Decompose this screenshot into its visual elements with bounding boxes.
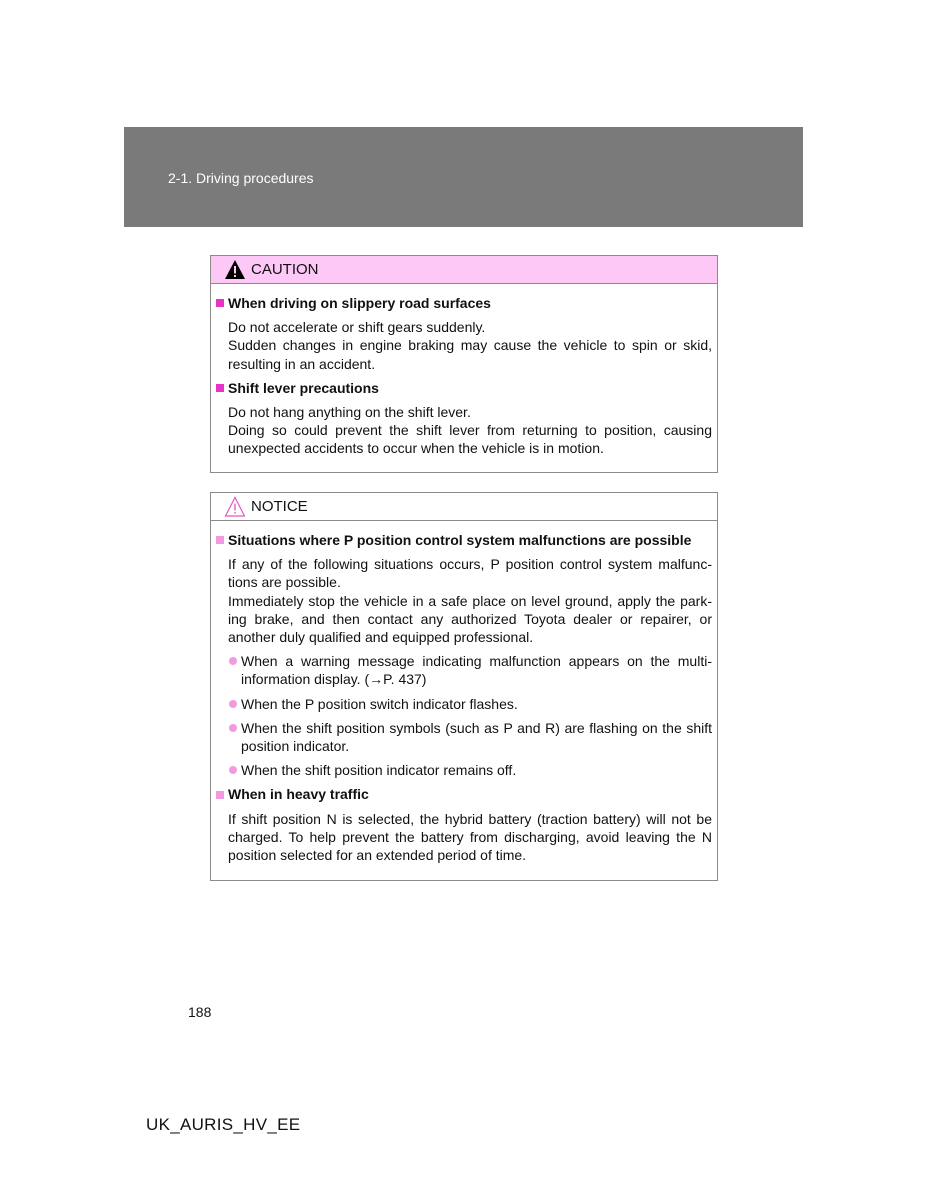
round-bullet-icon: [229, 657, 237, 665]
notice-heading-heavy-traffic: [216, 785, 712, 803]
warning-triangle-icon: [224, 259, 246, 281]
list-item: [229, 761, 712, 779]
paragraph-line: Do not hang anything on the shift lever.: [228, 404, 471, 421]
notice-title: NOTICE: [251, 498, 308, 515]
list-item-text: When the shift position symbols (such as P and R) are flashing on the shift position indicator.: [241, 719, 712, 755]
round-bullet-icon: [229, 724, 237, 732]
list-item-text: When the P position switch indicator flashes.: [241, 695, 518, 712]
caution-heading-shift-lever: [216, 379, 712, 397]
caution-paragraph-slippery: [228, 318, 712, 373]
paragraph-line: If shift position N is selected, the hybrid battery (traction battery) will not be charged. To help prevent the battery from discharging, avoid leaving the N position selected for an extended period of time.: [228, 810, 712, 864]
page-number: 188: [188, 1004, 212, 1020]
notice-box: [210, 492, 718, 881]
round-bullet-icon: [229, 700, 237, 708]
square-bullet-icon: [216, 536, 224, 544]
paragraph-line: Do not accelerate or shift gears suddenly.: [228, 319, 486, 336]
caution-heading-slippery: [216, 294, 712, 312]
heading-text: Situations where P position control system malfunctions are possible: [228, 532, 692, 548]
square-bullet-icon: [216, 299, 224, 307]
paragraph-line: Sudden changes in engine braking may cause the vehicle to spin or skid, resulting in an accident.: [228, 337, 712, 372]
warning-outline-icon: [224, 496, 246, 518]
heading-text: When driving on slippery road surfaces: [228, 295, 491, 311]
notice-header: [211, 493, 717, 521]
section-title: 2-1. Driving procedures: [168, 170, 314, 186]
list-item-text: When a warning message indicating malfunction appears on the multi-information display. (→P. 437): [241, 653, 712, 688]
list-item: [229, 719, 712, 755]
heading-text: When in heavy traffic: [228, 786, 369, 803]
list-item: [229, 695, 712, 713]
paragraph-line: Immediately stop the vehicle in a safe place on level ground, apply the park-ing brake, and then contact any authorized Toyota dealer or repairer, or another duly qualified and equipped professional.: [228, 592, 712, 646]
list-item-text: When the shift position indicator remains off.: [241, 762, 517, 779]
header-band: [124, 127, 803, 227]
caution-box: [210, 255, 718, 473]
square-bullet-icon: [216, 791, 224, 799]
notice-heading-malfunction: [216, 531, 712, 549]
list-item: [229, 652, 712, 688]
notice-paragraph-malfunction: [228, 555, 712, 646]
paragraph-line: Doing so could prevent the shift lever from returning to position, causing unexpected accidents to occur when the vehicle is in motion.: [228, 422, 712, 457]
round-bullet-icon: [229, 766, 237, 774]
heading-text: Shift lever precautions: [228, 379, 379, 396]
caution-header: [211, 256, 717, 284]
paragraph-line: If any of the following situations occurs, P position control system malfunc-tions are possible.: [228, 556, 712, 591]
document-code: UK_AURIS_HV_EE: [146, 1115, 301, 1134]
caution-paragraph-shift-lever: [228, 403, 712, 458]
notice-paragraph-heavy-traffic: [228, 810, 712, 865]
square-bullet-icon: [216, 384, 224, 392]
caution-title: CAUTION: [251, 261, 319, 278]
